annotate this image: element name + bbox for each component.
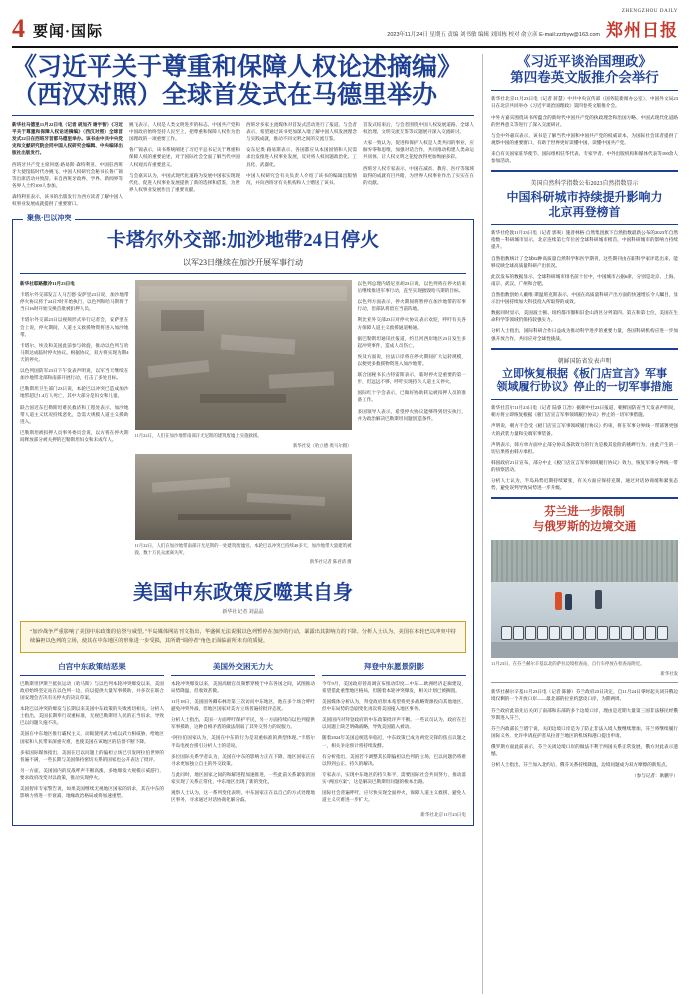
- finland-photo: [491, 540, 678, 658]
- us-para: 分析人士指出，美国一方面呼吁保护平民，另一方面持续向以色列提供军事援助，这种自相矛盾的做法削弱了其外交努力的说服力。: [171, 717, 315, 730]
- lead-para: 首发式结束后，与会者围绕中国人权发展道路、全球人权治理、文明交流互鉴等议题展开深入交流研讨。: [363, 122, 474, 135]
- lead-col-1: [12, 121, 123, 211]
- feature-para: 巴勒斯坦被扣押人员事务委员会说，以方将在停火期间释放部分被关押的巴勒斯坦妇女和未成年人。: [20, 429, 129, 442]
- lead-headline-line2: （西汉对照）全球首发式在马德里举办: [12, 82, 438, 109]
- us-article-pullquote: “加沙战争严重影响了美国中东政策的信誉与威望。”半岛媒体网站刊文指出，华盛顿无法说服以色列暂停在加沙的行动，暴露出其影响力的下降。分析人士认为，美国在本轮巴以冲突中持续偏袒以色列的立场，使其在中东地区的形象进一步受损，其所谓“调停者”角色正面临前所未有的质疑。: [20, 621, 466, 653]
- feature-para: 卡塔尔外交部23日以视频形式举行记者会，安萨里在会上说，停火期间，人道主义救援物资将进入加沙地带。: [20, 317, 129, 337]
- us-article-subcolumns: [20, 661, 466, 808]
- feature-photo2-credit: 新华社记者 陈君清 摄: [309, 559, 352, 565]
- feature-photo2-caption: 11月22日，人们在加沙地带南部汗尤尼斯的一处建筑废墟旁。本轮巴以冲突已持续40多天，加沙地带大量建筑被毁，数十万民众流离失所。: [134, 543, 352, 555]
- science-para: 自然指数统计了全球82种高质量自然科学和医学期刊，这些期刊由在职科学家评选出来，能够反映全球高质量科研产出状况。: [491, 255, 678, 268]
- lead-para: 森特利亚表示，该书的出版发行为西方读者了解中国人权事业发展成就提供了重要窗口。: [12, 193, 123, 207]
- science-para: 新华社伦敦11月23日电（记者 郭爽）施普林格·自然集团旗下自然指数最新公布的2023年自然指数－科研城市显示，北京连续第七年位居全球科研城市榜首，中国科研城市的影响力持续提升。: [491, 230, 678, 250]
- us-para: 美国国内对拜登政府的中东政策批评声不断。一些议员认为，政府在巴以问题上缺乏明确战略，导致美国陷入被动。: [322, 717, 466, 730]
- korea-para: 新华社首尔11月23日电（记者 陆睿 冮冶）据朝中社23日报道，朝鲜国防省当天发表声明说，朝方将立即恢复根据《板门店宣言军事领域履行协议》停止的一切军事措施。: [491, 405, 678, 418]
- feature-para: 卡塔尔外交部发言人马吉德·安萨里23日说，加沙地带停火协议将于24日7时开始执行，以色列和哈马斯将于当日16时开始交换首批被扣押人员。: [20, 292, 129, 312]
- finland-photo-credit: 新华社发: [660, 670, 678, 676]
- finland-para: 芬兰内政部长兰塔宁说，关闭边境口岸是为了防止非法入境人数继续增加，芬兰将继续履行国际义务，允许申请庇护者从拉普兰地区的机场和港口提出申请。: [491, 725, 678, 738]
- science-para: 数据同时显示，美国波士顿、纽约都市圈和旧金山湾区分列第四、第五和第七位，美国在生命科学等领域仍保持较强实力。: [491, 310, 678, 323]
- right-top-title-1: 《习近平谈治国理政》: [517, 54, 652, 69]
- korea-body: [491, 404, 678, 491]
- feature-para: 多国领导人表示，希望停火协议能够得到切实执行，并为政治解决巴勒斯坦问题创造条件。: [357, 408, 466, 421]
- lead-body: [12, 121, 474, 211]
- us-para: 今年9月，美国政府曾高调宣布推动印度—中东—欧洲经济走廊建设，希望借此重塑地区格局，但随着本轮冲突爆发，相关计划已被搁置。: [322, 680, 466, 693]
- feature-para: 利比亚外交部23日对停火协议表示欢迎，呼吁有关各方保障人道主义救援通道畅通。: [357, 317, 466, 330]
- lead-para: 大家一致认为，促进和保护人权是人类共同的事业，应摒弃零和思维，加强对话合作，共同推动构建人类命运共同体，让人权文明之花绽放得更加绚丽多彩。: [363, 140, 474, 160]
- feature-para: 巴勒斯坦卫生部门23日说，本轮巴以冲突已造成加沙地带超过1.4万人死亡，其中大部分是妇女和儿童。: [20, 386, 129, 399]
- lead-para: 鲁广锦表示，该书系统阐述了习近平总书记关于尊重和保障人权的重要论述，对于国际社会全面了解当代中国人权观具有重要意义。: [129, 147, 240, 167]
- feature-photo-caption: 11月22日，人们在加沙地带南部汗尤尼斯的建筑废墟上实施救援。: [134, 433, 262, 438]
- lead-dateline: 新华社马德里11月22日电（记者 胡加齐 谢宇智）《习近平关于尊重和保障人权论述摘编》（西汉对照）全球首发式22日在西班牙首都马德里举办。该书由中共中央党史和文献研究院会同中国人权研究会编辑、中央编译出版社出版发行。: [12, 122, 123, 156]
- us-para: 有分析指出，美国若不调整其长期偏袒以色列的立场，巴以问题仍将难以得到公正、持久的解决。: [322, 753, 466, 766]
- divider-1: [491, 170, 678, 172]
- us-para: 11月18日，美国国务卿布林肯第三次访问中东地区，他在多个场合呼吁避免冲突外溢，但地区国家对美方立场普遍持批评态度。: [171, 698, 315, 712]
- feature-box: [12, 214, 474, 826]
- us-para: 多位国际关系学者认为，美国在中东的影响力正在下降，地区国家正在寻求更加独立自主的外交政策。: [171, 753, 315, 766]
- us-para: 国际社会普遍呼吁，应尽快实现全面停火，保障人道主义救援，避免人道主义灾难进一步扩大。: [322, 790, 466, 803]
- korea-title-1: 立即恢复根据《板门店宣言》军事: [502, 367, 667, 380]
- us-para: 专家表示，实现中东地区的持久和平，需要国际社会共同努力，推动落实“两国方案”，这是解决巴勒斯坦问题的根本出路。: [322, 771, 466, 784]
- right-top-para: 与会中外嘉宾表示，该书是了解当代中国和中国共产党的权威读本，为国际社会读者提供了观察中国的重要窗口，有助于世界更好读懂中国、读懂中国共产党。: [491, 132, 678, 145]
- finland-credit: （参与记者：耿鹏宇）: [632, 773, 678, 779]
- divider-4: [491, 682, 678, 683]
- lead-para: 中国人权研究会有关负责人介绍了该书的编辑出版情况，并向西班牙有关机构和人士赠送了该书。: [246, 172, 357, 185]
- us-para: 观察人士认为，这一系列变化表明，中东国家正在以自己的方式处理地区事务，寻求通过对话协商化解分歧。: [171, 790, 315, 803]
- korea-para: 分析人士认为，半岛局势近期持续紧张，有关方面应保持克制，通过对话协商缓和紧张态势，避免误判导致局势进一步升级。: [491, 478, 678, 491]
- section-title: 要闻·国际: [33, 24, 104, 40]
- us-article-byline: 新华社记者 刘晶晶: [222, 610, 264, 616]
- right-top-para: 中外方嘉宾围绕该书所蕴含的新时代中国共产党的执政理念和治国方略、中国式现代化道路的世界意义等进行了深入交流研讨。: [491, 114, 678, 127]
- masthead-brand: [606, 9, 678, 42]
- us-subcol-1-title: 白宫中东政策结恶果: [20, 661, 164, 676]
- us-subcol-2-title: 美国外交困无力大: [171, 661, 315, 676]
- feature-subhead: 以军23日继续在加沙开展军事行动: [183, 258, 303, 267]
- page-columns: [12, 54, 678, 994]
- lead-para: 安东尼奥·路易斯表示，各国都应从本国国情和人民需求出发推进人权事业发展，反对将人权问题政治化、工具化、武器化。: [246, 147, 357, 167]
- lead-col-3: [246, 121, 357, 211]
- feature-para: 以色列方面表示，停火期间将暂停在加沙地带的军事行动，但部队将留在当前阵地。: [357, 299, 466, 312]
- science-rule: [491, 224, 678, 225]
- korea-rule: [491, 399, 678, 400]
- masthead-logo: 郑州日报: [606, 21, 678, 40]
- right-top-para: 新华社北京11月23日电（记者 蒋慧）中共中央宣传部（国务院新闻办公室）、中国外文局23日在北京共同举办《习近平谈治国理政》第四卷英文版推介会。: [491, 96, 678, 109]
- us-para: 本轮冲突爆发以来，美国高级官员频繁穿梭于中东各国之间，试图推动局势降温，但收效甚微。: [171, 680, 315, 693]
- feature-body: [20, 280, 466, 566]
- finland-title-1: 芬兰进一步限制: [544, 506, 625, 519]
- us-subcol-1: [20, 661, 164, 808]
- science-title-2: 北京再登榜首: [548, 205, 621, 220]
- feature-para: 埃及方面说，拉法口岸将在停火期间扩大运转规模，以便更多救援物资进入加沙地带。: [357, 353, 466, 366]
- us-para: 多家国际媒体指出，美国在巴以问题上的偏袒立场已引发阿拉伯世界的普遍不满，一些长期与美国保持密切关系的国家也公开表达了批评。: [20, 749, 164, 762]
- feature-rule: [20, 273, 466, 274]
- right-top-para: 来自有关国家驻华使节、国际组织驻华代表、专家学者、中外出版机构和媒体代表等100余人参加活动。: [491, 151, 678, 164]
- lead-headline-line1: 《习近平关于尊重和保障人权论述摘编》: [12, 54, 463, 81]
- science-para: 此次发布的数据显示，全球科研城市排名前十位中，中国城市占据6席，分别是北京、上海、南京、武汉、广州和合肥。: [491, 273, 678, 286]
- finland-para: 分析人士指出，芬兰加入北约后，俄芬关系持续降温，边境问题成为双方摩擦的新焦点。: [491, 762, 671, 768]
- masthead: [12, 8, 678, 48]
- finland-para: 新华社赫尔辛基11月23日电（记者 陈静）芬兰政府23日决定，自11月24日零时起关闭芬俄边境仅剩的一个开放口岸——最北部的拉亚约瑟皮口岸，为期两周。: [491, 689, 678, 702]
- korea-para: 声明说，朝方不会受《板门店宣言军事领域履行协议》约束，将在军事分界线一带部署更强大的武装力量和尖端军事装备。: [491, 423, 678, 436]
- finland-body: [491, 688, 678, 779]
- feature-photo-ruins: [135, 454, 352, 540]
- lead-para: 西班牙多家主流媒体对首发式活动进行了报道。与会者表示，希望通过该书更加深入地了解中国人权发展理念与实践成就，推动不同文明之间的交流互鉴。: [246, 122, 357, 142]
- lead-para: 与会嘉宾认为，中国式现代化道路为发展中国家实现现代化、促进人权事业发展提供了新的选择和借鉴，为世界人权事业发展作出了重要贡献。: [129, 172, 240, 192]
- us-subcol-3: [322, 661, 466, 808]
- feature-para: 据巴勒斯坦通讯社报道，约旦河西岸地区23日发生多起冲突事件，造成人员伤亡。: [357, 335, 466, 348]
- feature-col-1: [20, 280, 129, 566]
- science-title-1: 中国科研城市持续提升影响力: [506, 190, 663, 205]
- lead-col-4: [363, 121, 474, 211]
- right-top-title-2: 第四卷英文版推介会举行: [510, 70, 659, 86]
- lead-headline: [12, 54, 474, 116]
- us-subcol-3-title: 拜登中东愿景阴影: [322, 661, 466, 676]
- masthead-meta: 2023年11月24日 星期五 责编 刘书敏 编辑 刘国栋 校对 俞立彦 E-mail:zzrbyw@163.com: [387, 31, 600, 38]
- feature-photo-credit: 新华社发（哈立德·奥马尔摄）: [292, 442, 352, 448]
- lead-para: 西班牙人权专家表示，中国在减贫、教育、医疗等领域取得的成就有目共睹，为世界人权事业作出了实实在在的贡献。: [363, 165, 474, 185]
- right-top-rule: [491, 90, 678, 91]
- divider-2: [491, 348, 678, 350]
- korea-para: 声明表示，韩方单方面中止部分协议条款效力的行为是极其危险的挑衅行为，由此产生的一切后果将由韩方承担。: [491, 441, 678, 454]
- feature-dateline: 新华社耶路撒冷11月23日电: [20, 281, 75, 286]
- us-para: 另一方面，美国国内的反战呼声不断高涨，多地爆发大规模示威游行，要求政府改变对以政策，推动实现停火。: [20, 767, 164, 780]
- feature-col-4: [358, 280, 467, 566]
- us-para: 美国媒体分析认为，拜登政府原本希望将更多战略资源投向其他地区，但中东局势的急剧变化再次将美国拖入地区事务。: [322, 698, 466, 712]
- korea-title-2: 领域履行协议》停止的一切军事措施: [496, 381, 673, 394]
- science-body: [491, 229, 678, 341]
- science-para: 分析人士指出，国际科研合作日益成为推动科学进步的重要力量，各国科研机构应进一步加强开放合作，共同应对全球性挑战。: [491, 328, 678, 341]
- us-subcol-2: [171, 661, 315, 808]
- us-para: “阿拉伯国家认为，美国在中东的行为是双重标准的典型体现。”卡塔尔半岛电视台援引分析人士的话说。: [171, 735, 315, 748]
- science-para: 自然指数创始人戴维·斯温班克斯表示，中国在高质量科研产出方面的快速增长令人瞩目，显示出中国持续加大科技投入所取得的成效。: [491, 292, 678, 305]
- right-top-body: [491, 95, 678, 164]
- lead-para: 姚飞表示，人权是人类文明进步的标志。中国共产党和中国政府始终坚持人民至上，把尊重和保障人权作为治国理政的一项重要工作。: [129, 122, 240, 142]
- finland-photo-treeline: [491, 540, 678, 582]
- right-column: [482, 54, 678, 994]
- lead-para: 西班牙共产党主席何塞·路易斯·森特利亚、中国驻西班牙大使馆临时代办姚飞、中国人权研究会秘书长鲁广锦等出席活动并致辞。来自西班牙政界、学界、新闻界等各界人士约100人参加。: [12, 161, 123, 188]
- us-para: 美国智库专家警告说，如果美国继续无视地区国家的诉求，其在中东的影响力将进一步衰减，地缘政治格局或将加速重塑。: [20, 786, 164, 799]
- korea-kicker: 朝鲜国防省发表声明: [557, 358, 612, 365]
- us-article-headline: 美国中东政策反噬其自身: [133, 582, 353, 605]
- feature-para: 国际红十字会表示，已做好协助转运被扣押人员的准备工作。: [357, 390, 466, 403]
- feature-para: 卡塔尔、埃及和美国此前参与斡旋，推动以色列与哈马斯达成临时停火协议。根据协议，双方将实现为期4天的停火。: [20, 342, 129, 362]
- feature-photo-col: [135, 280, 352, 566]
- korea-para: 韩国政府21日宣布，部分中止《板门店宣言军事领域履行协议》效力，恢复军事分界线一带的侦察活动。: [491, 459, 678, 472]
- feature-photo-rubble: [135, 280, 352, 430]
- us-para: 巴勒斯坦伊斯兰抵抗运动（哈马斯）与以色列本轮冲突爆发以来，美国政府始终坚定站在以色列一边，向以提供大量军事援助，并多次在联合国安理会否决有关停火的决议草案。: [20, 680, 164, 700]
- feature-para: 以色列总理内塔尼亚胡23日说，以色列将在停火结束后继续推进军事行动，直至实现摧毁哈马斯的目标。: [357, 281, 466, 294]
- us-para: 与此同时，地区国家之间的和解进程加速推进，一些此前关系紧张的国家实现了关系正常化，中东地区出现了新的变化。: [171, 771, 315, 784]
- finland-title-2: 与俄罗斯的边境交通: [532, 521, 637, 534]
- feature-para: 以色列国防军23日下午发表声明说，以军当天继续在加沙地带北部和南部开展行动，打击了多处目标。: [20, 368, 129, 381]
- finland-photo-caption: 11月23日，在芬兰赫尔辛基以北的萨拉边境检查站，自行车停放在检查站附近。: [491, 661, 645, 667]
- divider-3: [491, 497, 678, 499]
- lead-col-2: [129, 121, 240, 211]
- finland-para: 俄罗斯方面此前表示，芬兰关闭边境口岸的做法不利于两国关系正常发展，俄方对此表示遗憾。: [491, 744, 678, 757]
- us-article-endline: 新华社北京11月23日电: [420, 812, 466, 818]
- us-para: 随着2024年美国总统选举临近，中东政策已成为两党交锋的焦点议题之一，相关争论预计将持续发酵。: [322, 735, 466, 748]
- feature-headline: 卡塔尔外交部:加沙地带24日停火: [106, 230, 380, 252]
- us-para: 美国在中东地区推行霸权主义，动辄使用武力或以武力相威胁，给地区国家和人民带来深重灾难，也使美国在该地区的信誉不断下降。: [20, 731, 164, 744]
- masthead-english: ZHENGZHOU DAILY: [621, 9, 678, 14]
- feature-para: 联合国近东巴勒斯坦难民救济和工程处表示，加沙地带人道主义状况持续恶化，急需大规模人道主义援助进入。: [20, 404, 129, 424]
- left-column: [12, 54, 482, 994]
- us-para: 本轮巴以冲突的爆发与长期以来美国中东政策的失败密切相关。分析人士指出，美国长期奉行双重标准，无视巴勒斯坦人民的正当诉求，导致巴以问题久拖不决。: [20, 706, 164, 726]
- finland-para: 芬兰政府此前先后关闭了南部和东部的多个边境口岸，理由是近期大量第三国非法移民经俄罗斯进入芬兰。: [491, 707, 678, 720]
- feature-tag: 聚焦·巴以冲突: [23, 213, 75, 223]
- page-folio: 4: [12, 14, 25, 43]
- feature-para: 联合国秘书长古特雷斯表示，临时停火是重要的第一步，但远远不够，呼吁实现持久人道主义停火。: [357, 372, 466, 385]
- science-kicker: 美国自然科学指数公布2023自然指数显示: [530, 181, 639, 188]
